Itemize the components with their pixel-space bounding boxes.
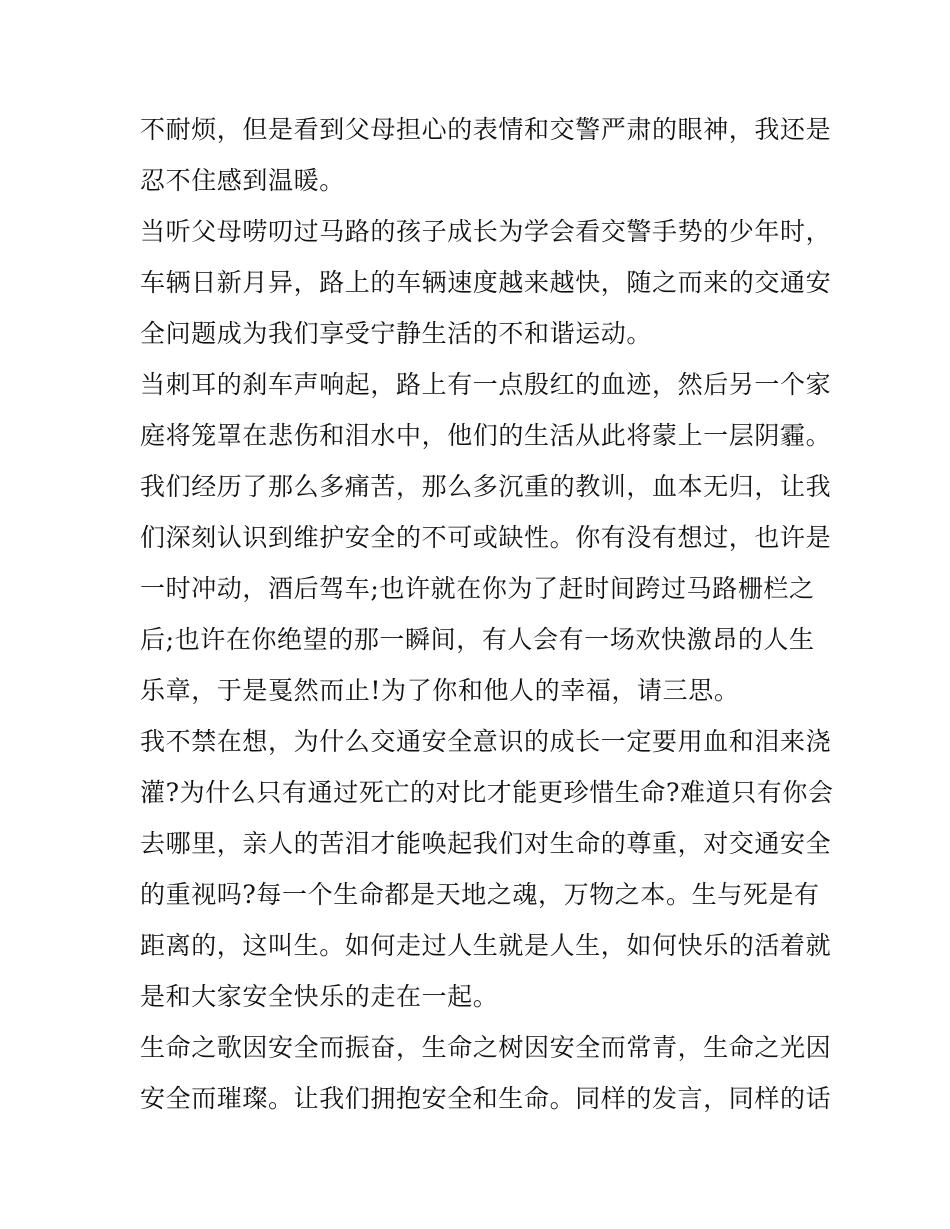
text-line: 当听父母唠叨过马路的孩子成长为学会看交警手势的少年时， [140, 217, 832, 246]
text-line: 忍不住感到温暖。 [140, 166, 345, 195]
text-line: 我不禁在想，为什么交通安全意识的成长一定要用血和泪来浇 [140, 727, 832, 756]
text-line: 庭将笼罩在悲伤和泪水中，他们的生活从此将蒙上一层阴霾。 [140, 421, 832, 450]
text-line: 的重视吗?每一个生命都是天地之魂，万物之本。生与死是有 [140, 880, 820, 909]
body-text [140, 104, 834, 1124]
text-line: 不耐烦，但是看到父母担心的表情和交警严肃的眼神，我还是 [140, 115, 832, 144]
text-line: 我们经历了那么多痛苦，那么多沉重的教训，血本无归，让我 [140, 472, 832, 501]
text-line: 生命之歌因安全而振奋，生命之树因安全而常青，生命之光因 [140, 1033, 832, 1062]
text-line: 一时冲动，酒后驾车;也许就在你为了赶时间跨过马路栅栏之 [140, 574, 815, 603]
text-line: 安全而璀璨。让我们拥抱安全和生命。同样的发言，同样的话 [140, 1084, 832, 1113]
text-line: 们深刻认识到维护安全的不可或缺性。你有没有想过，也许是 [140, 523, 832, 552]
text-line: 车辆日新月异，路上的车辆速度越来越快，随之而来的交通安 [140, 268, 832, 297]
text-line: 全问题成为我们享受宁静生活的不和谐运动。 [140, 319, 653, 348]
text-line: 去哪里，亲人的苦泪才能唤起我们对生命的尊重，对交通安全 [140, 829, 832, 858]
text-line: 灌?为什么只有通过死亡的对比才能更珍惜生命?难道只有你会 [140, 778, 834, 807]
text-line: 是和大家安全快乐的走在一起。 [140, 982, 499, 1011]
text-line: 距离的，这叫生。如何走过人生就是人生，如何快乐的活着就 [140, 931, 832, 960]
text-line: 当刺耳的刹车声响起，路上有一点殷红的血迹，然后另一个家 [140, 370, 832, 399]
text-line: 后;也许在你绝望的那一瞬间，有人会有一场欢快激昂的人生 [140, 625, 815, 654]
text-line: 乐章，于是戛然而止!为了你和他人的幸福，请三思。 [140, 676, 740, 705]
